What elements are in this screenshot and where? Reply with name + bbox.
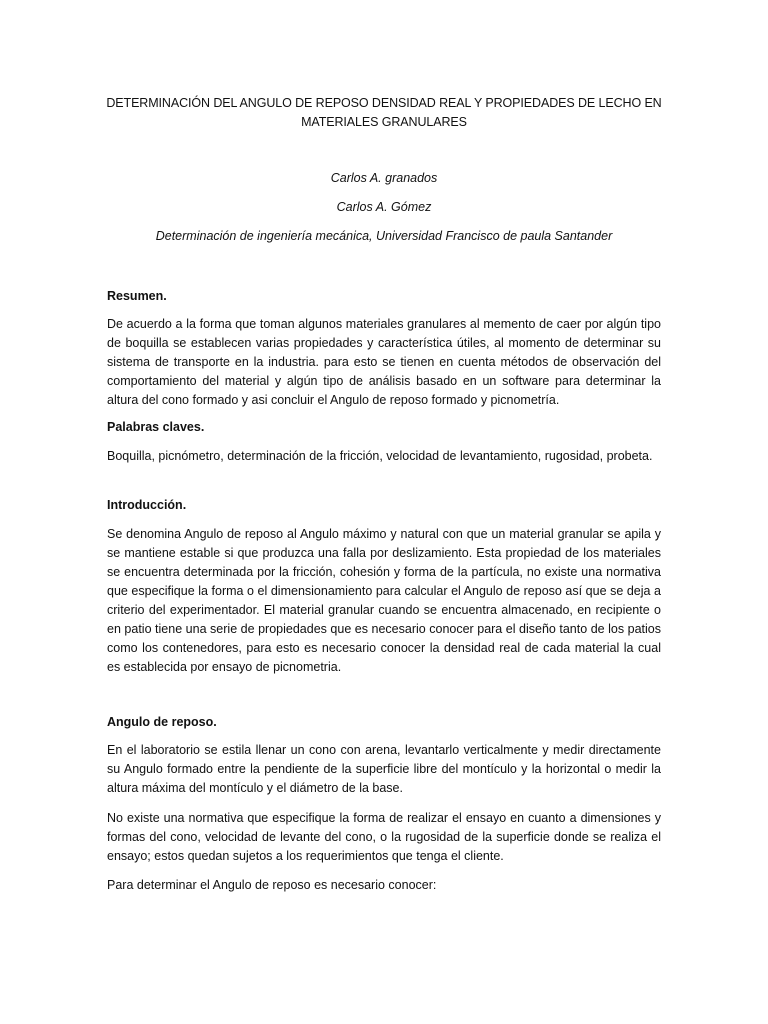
angulo-reposo-heading: Angulo de reposo.: [107, 715, 217, 729]
palabras-claves-text: Boquilla, picnómetro, determinación de la fricción, velocidad de levantamiento, rugosidad, probeta.: [107, 449, 653, 463]
paper-title: DETERMINACIÓN DEL ANGULO DE REPOSO DENSIDAD REAL Y PROPIEDADES DE LECHO EN MATERIALES GRANULARES: [106, 96, 662, 129]
angulo-reposo-p1: En el laboratorio se estila llenar un cono con arena, levantarlo verticalmente y medir directamente su Angulo formado entre la pendiente de la superficie libre del montículo y la horizontal o medir la altura máxima del montículo y el diámetro de la base.: [107, 743, 661, 795]
affiliation: Determinación de ingeniería mecánica, Universidad Francisco de paula Santander: [155, 229, 613, 243]
author-2: Carlos A. Gómez: [336, 200, 432, 214]
palabras-claves-heading: Palabras claves.: [107, 420, 205, 434]
author-1: Carlos A. granados: [330, 171, 438, 185]
resumen-heading: Resumen.: [107, 289, 167, 303]
angulo-reposo-p3: Para determinar el Angulo de reposo es necesario conocer:: [107, 878, 437, 892]
introduccion-heading: Introducción.: [107, 498, 187, 512]
introduccion-text: Se denomina Angulo de reposo al Angulo máximo y natural con que un material granular se apila y se mantiene estable si que produzca una falla por deslizamiento. Esta propiedad de los materiales se encuentra determinada por la fricción, cohesión y forma de la partícula, no existe una normativa que especifique la forma o el dimensionamiento para calcular el Angulo de reposo así que se deja a criterio del experimentador. El material granular cuando se encuentra almacenado, en recipiente o en patio tiene una serie de propiedades que es necesario conocer para el diseño tanto de los patios como los contenedores, para esto es necesario conocer la densidad real de cada material la cual es establecida por ensayo de picnometria.: [107, 527, 661, 674]
resumen-text: De acuerdo a la forma que toman algunos materiales granulares al memento de caer por algún tipo de boquilla se establecen varias propiedades y característica útiles, al momento de determinar su sistema de transporte en la industria. para esto se tienen en cuenta métodos de observación del comportamiento del material y algún tipo de análisis basado en un software para determinar la altura del cono formado y asi concluir el Angulo de reposo formado y picnometría.: [107, 317, 661, 407]
angulo-reposo-p2: No existe una normativa que especifique la forma de realizar el ensayo en cuanto a dimensiones y formas del cono, velocidad de levante del cono, o la rugosidad de la superficie donde se realiza el ensayo; estos quedan sujetos a los requerimientos que tenga el cliente.: [107, 811, 661, 863]
